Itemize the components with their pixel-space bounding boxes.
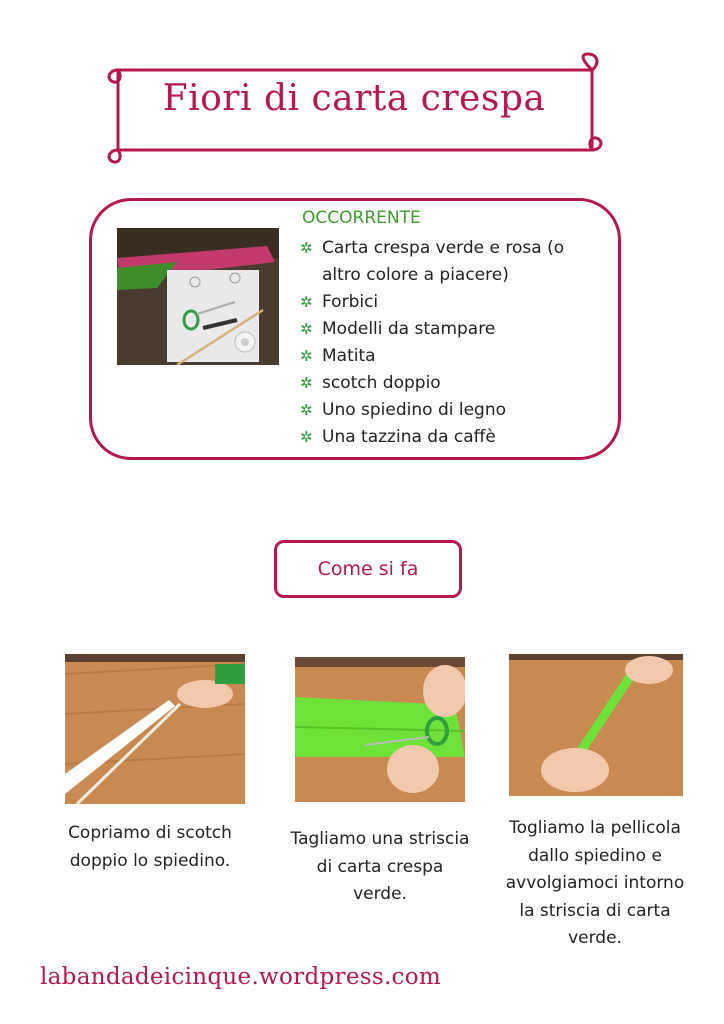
list-item: ✲ Modelli da stampare <box>300 316 600 343</box>
page-title: Fiori di carta crespa <box>162 78 546 119</box>
star-icon: ✲ <box>300 428 313 446</box>
step-2-text: Tagliamo una striscia di carta crespa verde. <box>290 829 470 904</box>
list-item: ✲ Matita <box>300 343 600 370</box>
star-icon: ✲ <box>300 401 313 419</box>
materials-list <box>300 235 600 451</box>
step-3-text: Togliamo la pellicola dallo spiedino e avvolgiamoci intorno la striscia di carta verde. <box>505 818 685 948</box>
list-item: ✲ Una tazzina da caffè <box>300 424 600 451</box>
list-item: ✲ Forbici <box>300 289 600 316</box>
list-item: ✲ Carta crespa verde e rosa (o altro colore a piacere) <box>300 235 600 289</box>
footer-url[interactable]: labandadeicinque.wordpress.com <box>40 964 441 990</box>
star-icon: ✲ <box>300 320 313 338</box>
star-icon: ✲ <box>300 239 313 257</box>
star-icon: ✲ <box>300 293 313 311</box>
step-2-photo <box>295 657 465 802</box>
step-1-photo <box>65 654 245 804</box>
howto-heading: Come si fa <box>274 540 462 598</box>
step-3-photo <box>509 654 683 796</box>
list-item: ✲ Uno spiedino di legno <box>300 397 600 424</box>
list-item: ✲ scotch doppio <box>300 370 600 397</box>
star-icon: ✲ <box>300 374 313 392</box>
materials-heading: OCCORRENTE <box>302 208 421 228</box>
star-icon: ✲ <box>300 347 313 365</box>
materials-photo <box>117 228 279 365</box>
step-1-text: Copriamo di scotch doppio lo spiedino. <box>68 823 232 871</box>
